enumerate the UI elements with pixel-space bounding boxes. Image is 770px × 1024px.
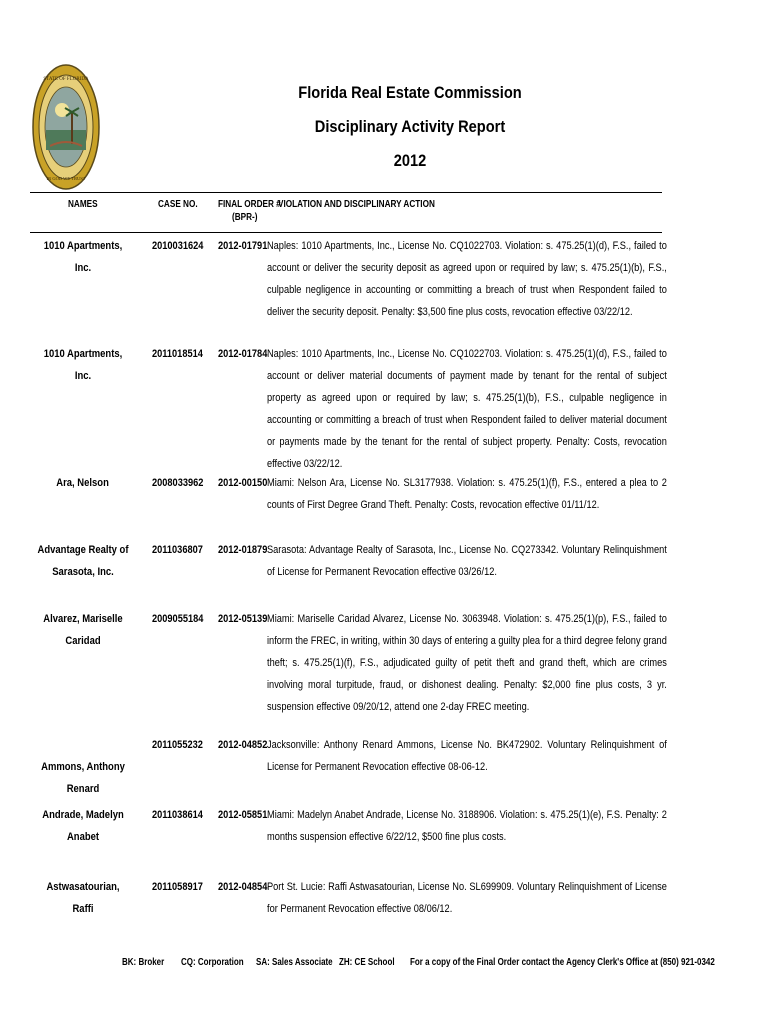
legend-ce-school: ZH: CE School — [339, 957, 395, 968]
record-name: Alvarez, Mariselle Caridad — [43, 613, 123, 647]
record-case-no: 2009055184 — [152, 613, 204, 625]
record-description: Miami: Mariselle Caridad Alvarez, License No. 3063948. Violation: s. 475.25(1)(p), F.S., failed to inform the FREC, in writing, within 30 days of entering a guilty plea for a third degree felony grand theft; s. 475.25(1)(f), F.S., adjudicated guilty of petit theft and grand theft, which are crimes involving moral turpitude, fraud, or dishonest dealing. Penalty: $2,000 fine plus costs, 3 yr. suspension effective 09/20/12, attend one 2-day FREC meeting. — [267, 613, 667, 713]
column-rule — [30, 232, 662, 233]
record-description: Naples: 1010 Apartments, Inc., License No. CQ1022703. Violation: s. 475.25(1)(d), F.S., failed to account or deliver material documents of payment made by tenant for the rental of subject property as agreed upon or required by law; s. 475.25(1)(b), F.S., culpable negligence in accounting or committing a breach of trust when Respondent failed to deliver material document or payments made by the tenant for the rental of subject property. Penalty: Costs, revocation effective 03/22/12. — [267, 348, 667, 470]
record-final-order: 2012-01784 — [218, 348, 268, 360]
column-header-violation: VIOLATION AND DISCIPLINARY ACTION — [278, 199, 435, 210]
record-final-order: 2012-04854 — [218, 881, 268, 893]
florida-state-seal-icon — [32, 64, 100, 190]
record-name: Advantage Realty of Sarasota, Inc. — [37, 544, 129, 578]
header-rule — [30, 192, 662, 193]
record-final-order: 2012-05139 — [218, 613, 268, 625]
record-case-no: 2011036807 — [152, 544, 203, 556]
record-name: Astwasatourian, Raffi — [46, 881, 120, 915]
record-final-order: 2012-04852 — [218, 739, 268, 751]
column-header-names: NAMES — [68, 199, 98, 210]
record-description: Miami: Nelson Ara, License No. SL3177938. Violation: s. 475.25(1)(f), F.S., entered a plea to 2 counts of First Degree Grand Theft. Penalty: Costs, revocation effective 01/11/12. — [267, 477, 667, 511]
record-name: 1010 Apartments, Inc. — [43, 240, 123, 274]
record-description: Miami: Madelyn Anabet Andrade, License No. 3188906. Violation: s. 475.25(1)(e), F.S. Penalty: 2 months suspension effective 6/22/12, $500 fine plus costs. — [267, 809, 667, 843]
legend-sales-associate: SA: Sales Associate — [256, 957, 333, 968]
record-case-no: 2011038614 — [152, 809, 203, 821]
record-final-order: 2012-00150 — [218, 477, 268, 489]
record-description: Port St. Lucie: Raffi Astwasatourian, License No. SL699909. Voluntary Relinquishment of License for Permanent Revocation effective 08/06/12. — [267, 881, 667, 915]
column-header-case-no: CASE NO. — [158, 199, 198, 210]
record-final-order: 2012-01791 — [218, 240, 268, 252]
agency-name: Florida Real Estate Commission — [298, 83, 522, 102]
report-title — [200, 84, 620, 186]
record-case-no: 2011055232 — [152, 739, 203, 751]
record-name: 1010 Apartments, Inc. — [43, 348, 123, 382]
record-description: Jacksonville: Anthony Renard Ammons, License No. BK472902. Voluntary Relinquishment of License for Permanent Revocation effective 08-06-12. — [267, 739, 667, 773]
column-header-final-order: FINAL ORDER # — [218, 199, 281, 210]
svg-text:IN GOD WE TRUST: IN GOD WE TRUST — [46, 176, 86, 181]
record-case-no: 2010031624 — [152, 240, 204, 252]
record-name: Andrade, Madelyn Anabet — [42, 809, 124, 843]
record-description: Sarasota: Advantage Realty of Sarasota, Inc., License No. CQ273342. Voluntary Relinquishment of License for Permanent Revocation effective 03/26/12. — [267, 544, 667, 578]
legend-corporation: CQ: Corporation — [181, 957, 244, 968]
footer-contact: For a copy of the Final Order contact the Agency Clerk's Office at (850) 921-0342 — [410, 957, 715, 968]
record-description: Naples: 1010 Apartments, Inc., License No. CQ1022703. Violation: s. 475.25(1)(d), F.S., failed to account or deliver the security deposit as agreed upon or required by law; s. 475.25(1)(b), F.S., culpable negligence in accounting or committing a breach of trust when Respondent failed to deliver the security deposit. Penalty: $3,500 fine plus costs, revocation effective 03/22/12. — [267, 240, 667, 318]
record-final-order: 2012-01879 — [218, 544, 268, 556]
column-header-final-order-sub: (BPR-) — [232, 212, 258, 223]
record-case-no: 2011058917 — [152, 881, 203, 893]
report-year: 2012 — [393, 151, 427, 170]
record-final-order: 2012-05851 — [218, 809, 268, 821]
record-name: Ammons, Anthony Renard — [41, 761, 125, 795]
report-name: Disciplinary Activity Report — [314, 117, 506, 136]
record-case-no: 2008033962 — [152, 477, 204, 489]
legend-broker: BK: Broker — [122, 957, 165, 968]
record-case-no: 2011018514 — [152, 348, 203, 360]
record-name: Ara, Nelson — [56, 477, 110, 489]
svg-text:STATE OF FLORIDA: STATE OF FLORIDA — [43, 77, 89, 82]
